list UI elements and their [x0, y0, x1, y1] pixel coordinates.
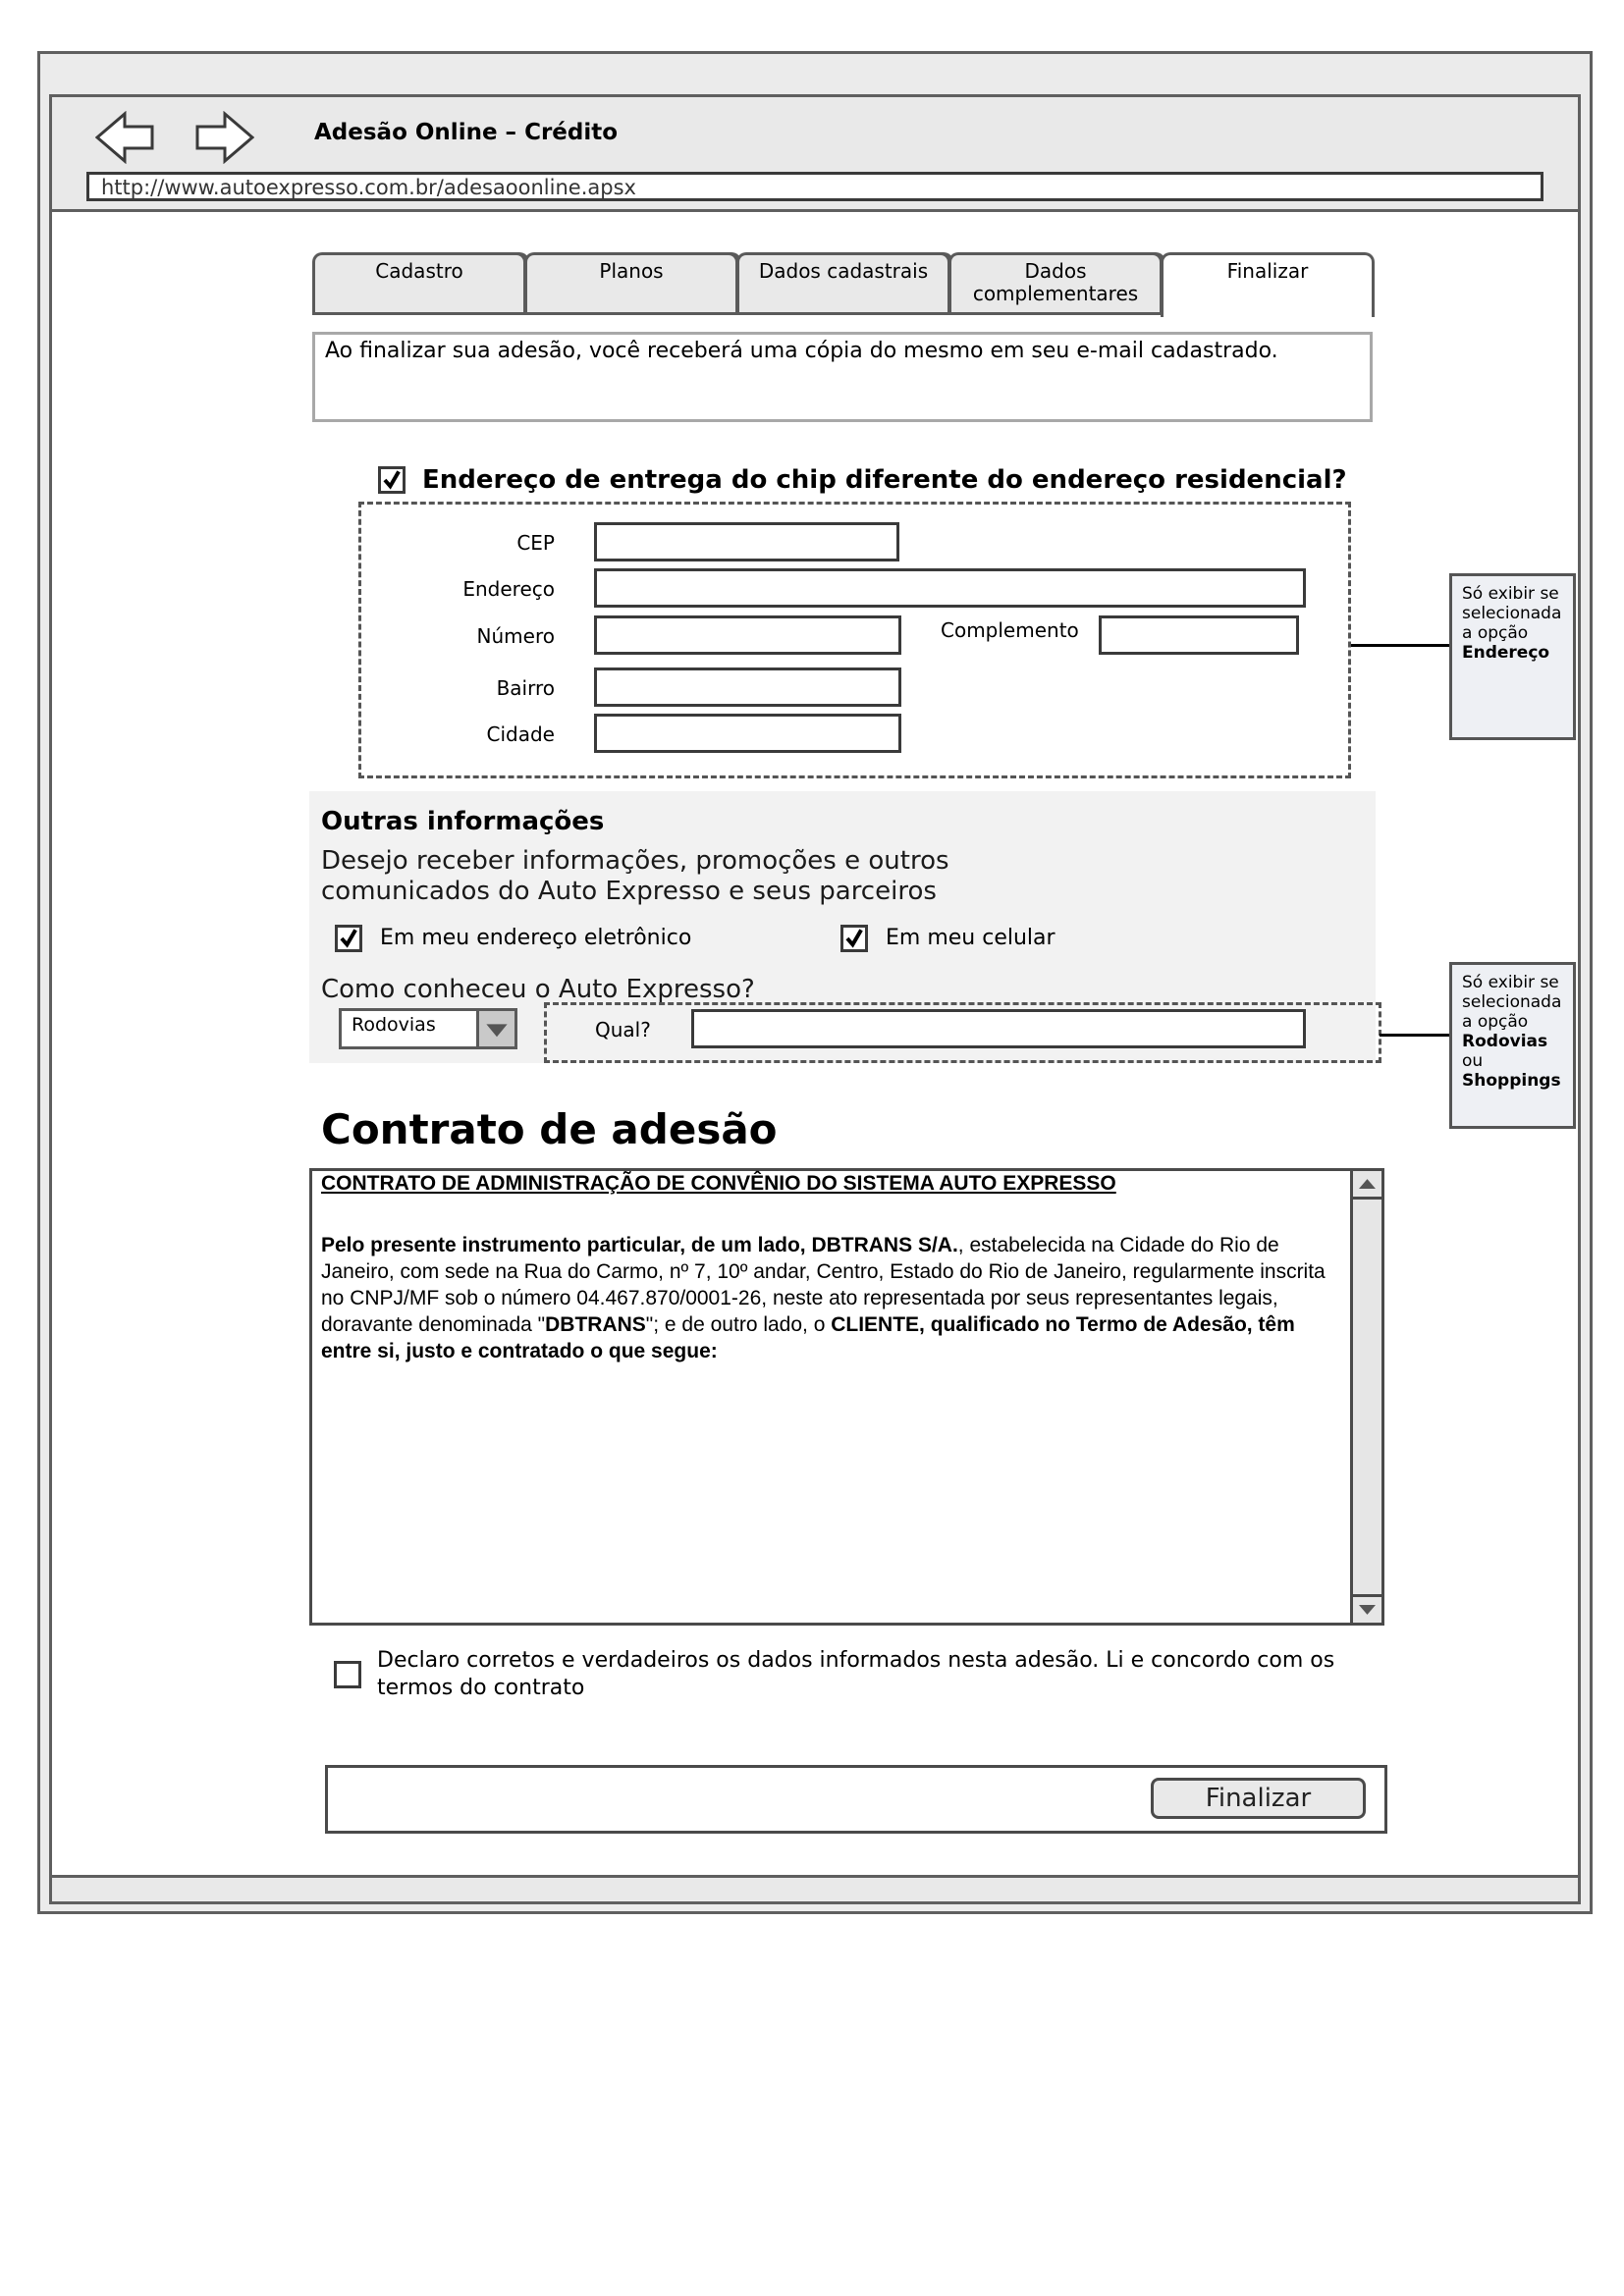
- note-option: Rodovias: [1462, 1032, 1548, 1051]
- how-found-label: Como conheceu o Auto Expresso?: [321, 975, 755, 1004]
- how-found-select[interactable]: Rodovias: [339, 1008, 517, 1049]
- tab-dados-complementares[interactable]: Dados complementares: [948, 252, 1163, 314]
- contract-content: [321, 1170, 1347, 1364]
- browser-statusbar: [52, 1875, 1578, 1901]
- note-option: Shoppings: [1462, 1071, 1561, 1091]
- contract-text: "; e de outro lado, o: [645, 1313, 832, 1336]
- finalize-button[interactable]: Finalizar: [1151, 1778, 1366, 1819]
- contract-heading: CONTRATO DE ADMINISTRAÇÃO DE CONVÊNIO DO SISTEMA AUTO EXPRESSO: [321, 1172, 1116, 1195]
- triangle-up-icon: [1353, 1172, 1381, 1197]
- contract-bold: CLIENTE, qualificado no Termo de Adesão, têm entre si, justo e contratado o que segue:: [321, 1313, 1295, 1362]
- scroll-down-button[interactable]: [1353, 1594, 1381, 1622]
- chevron-down-icon: [479, 1011, 514, 1046]
- note-connector: [1351, 644, 1451, 647]
- email-option-checkbox[interactable]: [335, 925, 362, 952]
- tab-dados-cadastrais[interactable]: Dados cadastrais: [736, 252, 950, 314]
- complemento-label: Complemento: [941, 618, 1079, 642]
- email-option-label: Em meu endereço eletrônico: [380, 926, 692, 950]
- contract-text: , estabelecida na Cidade do Rio de Janeiro, com sede na Rua do Carmo, nº 7, 10º andar, Centro, Estado do Rio de Janeiro, regularmente inscrita no CNPJ/MF sob o número 04.467.870/0001-26, neste ato representada por seus representantes legais, doravante denominada ": [321, 1234, 1326, 1336]
- endereco-input[interactable]: [594, 568, 1306, 608]
- declaration-text: Declaro corretos e verdadeiros os dados informados nesta adesão. Li e concordo com os termos do contrato: [377, 1648, 1335, 1700]
- annotation-note-rodovias: [1449, 962, 1576, 1129]
- contract-bold: DBTRANS: [545, 1313, 646, 1336]
- cep-input[interactable]: [594, 522, 899, 561]
- select-dropdown-button[interactable]: [476, 1011, 514, 1046]
- contract-bold: Pelo presente instrumento particular, de um lado, DBTRANS S/A.: [321, 1234, 958, 1256]
- note-connector-word: ou: [1462, 1051, 1484, 1071]
- cidade-label: Cidade: [486, 722, 555, 746]
- delivery-address-question: Endereço de entrega do chip diferente do endereço residencial?: [422, 465, 1347, 495]
- other-info-title: Outras informações: [321, 807, 605, 836]
- tabs-baseline: [312, 312, 1163, 315]
- complemento-input[interactable]: [1099, 615, 1299, 655]
- declaration-checkbox[interactable]: [334, 1661, 361, 1688]
- cep-label: CEP: [516, 531, 555, 555]
- tab-planos[interactable]: Planos: [524, 252, 738, 314]
- notice-box: Ao finalizar sua adesão, você receberá uma cópia do mesmo em seu e-mail cadastrado.: [312, 332, 1373, 422]
- other-info-text: [321, 846, 949, 907]
- forward-arrow-icon[interactable]: [195, 111, 254, 164]
- cidade-input[interactable]: [594, 714, 901, 753]
- url-bar[interactable]: http://www.autoexpresso.com.br/adesaoonline.apsx: [86, 172, 1543, 201]
- endereco-label: Endereço: [462, 577, 555, 601]
- qual-input[interactable]: [691, 1009, 1306, 1048]
- tab-cadastro[interactable]: Cadastro: [312, 252, 526, 314]
- qual-label: Qual?: [595, 1018, 651, 1041]
- tab-finalizar[interactable]: Finalizar: [1161, 252, 1375, 317]
- other-info-line: Desejo receber informações, promoções e outros: [321, 846, 949, 876]
- contract-paragraph: [321, 1232, 1347, 1364]
- bairro-label: Bairro: [496, 676, 555, 700]
- delivery-address-checkbox[interactable]: [378, 466, 406, 494]
- annotation-note-endereco: [1449, 573, 1576, 740]
- cell-option-label: Em meu celular: [886, 926, 1056, 950]
- other-info-line: comunicados do Auto Expresso e seus parceiros: [321, 877, 937, 906]
- checkmark-icon: [381, 469, 403, 491]
- note-text: Só exibir se selecionada a opção: [1462, 973, 1562, 1032]
- bairro-input[interactable]: [594, 667, 901, 707]
- numero-label: Número: [476, 624, 555, 648]
- note-text: Só exibir se selecionada a opção: [1462, 584, 1562, 643]
- note-option: Endereço: [1462, 643, 1550, 663]
- scroll-up-button[interactable]: [1353, 1172, 1381, 1200]
- cell-option-checkbox[interactable]: [840, 925, 868, 952]
- triangle-down-icon: [1353, 1597, 1381, 1622]
- note-connector: [1380, 1034, 1451, 1037]
- contract-scrollbar[interactable]: [1350, 1171, 1381, 1623]
- back-arrow-icon[interactable]: [95, 111, 154, 164]
- checkmark-icon: [338, 928, 359, 949]
- window-title: Adesão Online – Crédito: [314, 120, 619, 145]
- numero-input[interactable]: [594, 615, 901, 655]
- checkmark-icon: [843, 928, 865, 949]
- contract-title: Contrato de adesão: [321, 1105, 778, 1153]
